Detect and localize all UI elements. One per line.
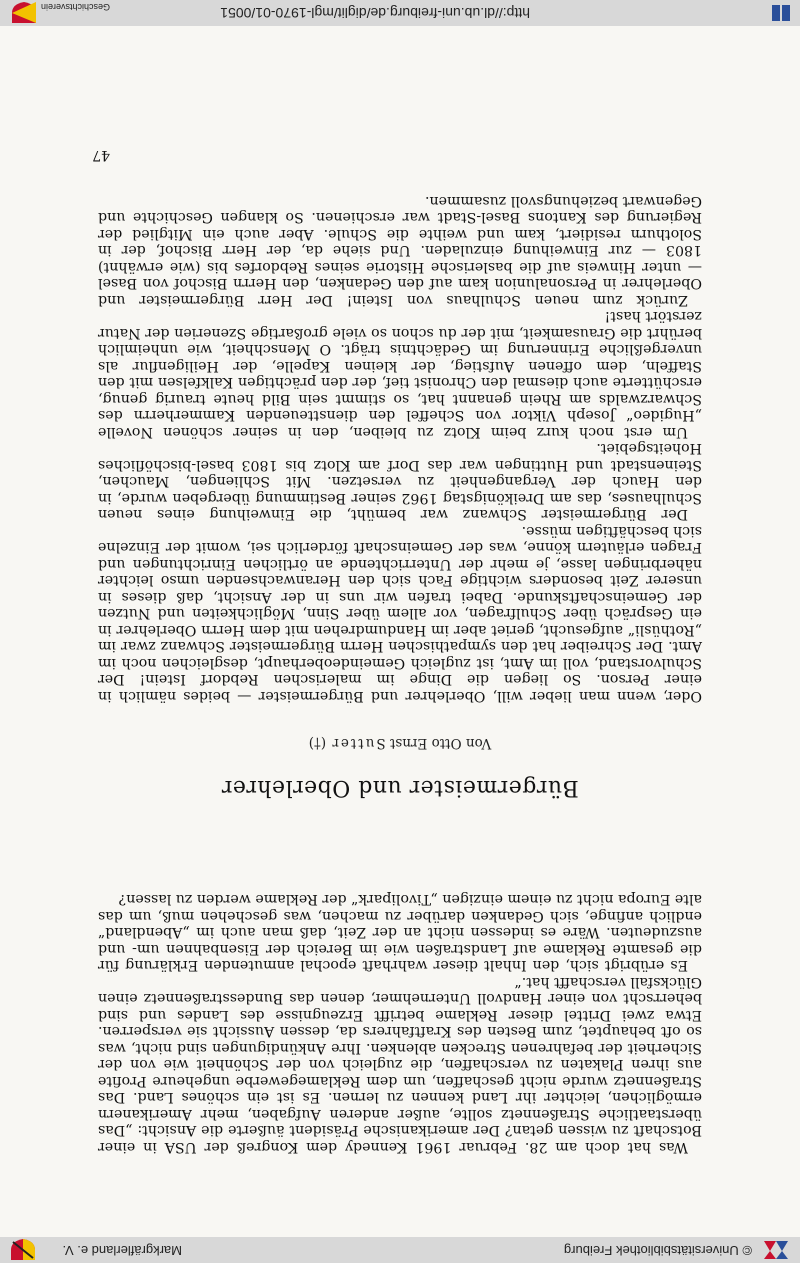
society-emblem-icon bbox=[8, 1, 40, 25]
paragraph: Oder, wenn man lieber will, Oberlehrer und Bürgermeister — beides nämlich in einer Person. So liegen die Dinge im malerischen Rebdorf Istein! Der Schulvorstand, voll im Amt, ist zugleich Gemeindeoberhaupt, desgleichen noch im Amt. Der Schreiber hat den sympathischen Herrn Bürgermeister Schwanz zwar im „Rothüsli“ aufgesucht, geriet aber im Handumdrehen mit dem Herrn Oberlehrer in ein Gespräch über Schulfragen, vor allem über Sinn, Möglichkeiten und Nutzen der Gemeinschaftskunde. Dabei trafen wir uns in der Ansicht, daß dieses in unserer Zeit besonders wichtige Fach sich den Heranwachsenden umso leichter näherbringen lasse, je mehr der Unterrichtende an örtlichen Einrichtungen und Fragen erläutern könne, was der Gemeinschaft förderlich sei, womit der Einzelne sich beschäftigen müsse. bbox=[98, 523, 702, 704]
byline-prefix: Von Otto Ernst bbox=[389, 735, 492, 751]
paragraph: Was hat doch am 28. Februar 1961 Kennedy dem Kongreß der USA in einer Botschaft zu wissen getan? Der amerikanische Präsident äußerte die Ansicht: „Das überstaatliche Straßennetz sollte, außer anderen Aufgaben, mehr Amerikanern ermöglichen, leichter ihr Land kennen zu lernen. Es ist ein schönes Land. Das Straßennetz wurde nicht geschaffen, um dem Reklamegewerbe ungeheure Profite aus ihren Plakaten zu verschaffen, die zugleich von der Schönheit wie von der Sicherheit der befahrenen Strecken ablenken. Ihre Ankündigungen sind nicht, was so oft behauptet, zum Besten des Kraftfahrers da, dessen Aussicht sie versperren. Etwa zwei Drittel dieser Reklame betrifft Erzeugnisse des Landes und sind beherrscht von einer Handvoll Unternehmer, denen das Bundesstraßennetz einen Glücksfall verschafft hat.“ bbox=[98, 974, 702, 1155]
article-byline bbox=[98, 735, 702, 751]
library-logo-icon bbox=[770, 3, 792, 23]
article-title: Bürgermeister und Oberlehrer bbox=[221, 775, 579, 800]
article-body bbox=[98, 193, 702, 705]
byline-author: Sutter bbox=[330, 735, 386, 751]
paragraph: Es erübrigt sich, den Inhalt dieser wahrhaft epochal anmutenden Erklärung für die gesamte Reklame auf Landstraßen wie im Bereich der Eisenbahnen um- und auszudeuten. Wäre es indessen nicht an der Zeit, daß man auch im „Abendland“ endlich anfinge, sich Gedanken darüber zu machen, was geschehen muß, um das alte Europa nicht zu einem einzigen „Tivolipark“ der Reklame werden zu lassen? bbox=[98, 891, 702, 974]
society-logo-text: Geschichtsverein bbox=[40, 2, 110, 12]
paragraph: Um erst noch kurz beim Klotz zu bleiben, den in seiner schönen Novelle „Hugideo“ Joseph Viktor von Scheffel den dienstteuenden Kammerherrn des Schwarzwalds am Rhein genannt hat, so stimmt sein Bild heute traurig genug, erschütterte auch diesmal den Chronist tief, der den prächtigen Kalkfelsen mit den Staffeln, dem offenen Aufstieg, der kleinen Kapelle, der Heiligenflur als unvergeßliche Erinnerung im Gedächtnis trägt. O Menschheit, wie unheimlich berührt die Grausamkeit, mit der du schon so viele großartige Szenerien der Natur zerstört hast! bbox=[98, 308, 702, 440]
permalink-url[interactable]: http://dl.ub.uni-freiburg.de/diglit/mgl-1970-01/0051 bbox=[220, 5, 530, 21]
library-credit: © Universitätsbibliothek Freiburg bbox=[563, 1243, 752, 1258]
society-name: Markgräflerland e. V. bbox=[62, 1243, 182, 1258]
bottom-banner bbox=[0, 0, 800, 26]
paragraph: Zurück zum neuen Schulhaus von Istein! Der Herr Bürgermeister und Oberlehrer in Personalunion kam auf den Gedanken, den Herrn Bischof von Basel — unter Hinweis auf die baslerische Historie seines Rebdorfes bis (wie erwähnt) 1803 — zur Einweihung einzuladen. Und siehe da, der Herr Bischof, der in Solothurn residiert, kam und weihte die Schule. Aber auch ein Mitglied der Regierung des Kantons Basel-Stadt war erschienen. So klangen Geschichte und Gegenwart beziehungsvoll zusammen. bbox=[98, 193, 702, 308]
byline-suffix: (†) bbox=[308, 735, 327, 751]
society-logo-icon bbox=[756, 1239, 790, 1261]
coat-of-arms-icon bbox=[8, 1238, 38, 1262]
book-page bbox=[0, 26, 800, 1237]
paragraph: Der Bürgermeister Schwanz war bemüht, die Einweihung eines neuen Schulhauses, das am Dreikönigstag 1962 seiner Bestimmung übergeben wurde, in den Hauch der Vergangenheit zu versetzen. Mit Schliengen, Mauchen, Steinenstadt und Huttingen war das Dorf am Klotz bis 1803 basel-bischöfliches Hoheitsgebiet. bbox=[98, 440, 702, 523]
top-banner bbox=[0, 1237, 800, 1263]
article-continuation bbox=[98, 891, 702, 1155]
page-number: 47 bbox=[92, 147, 110, 163]
